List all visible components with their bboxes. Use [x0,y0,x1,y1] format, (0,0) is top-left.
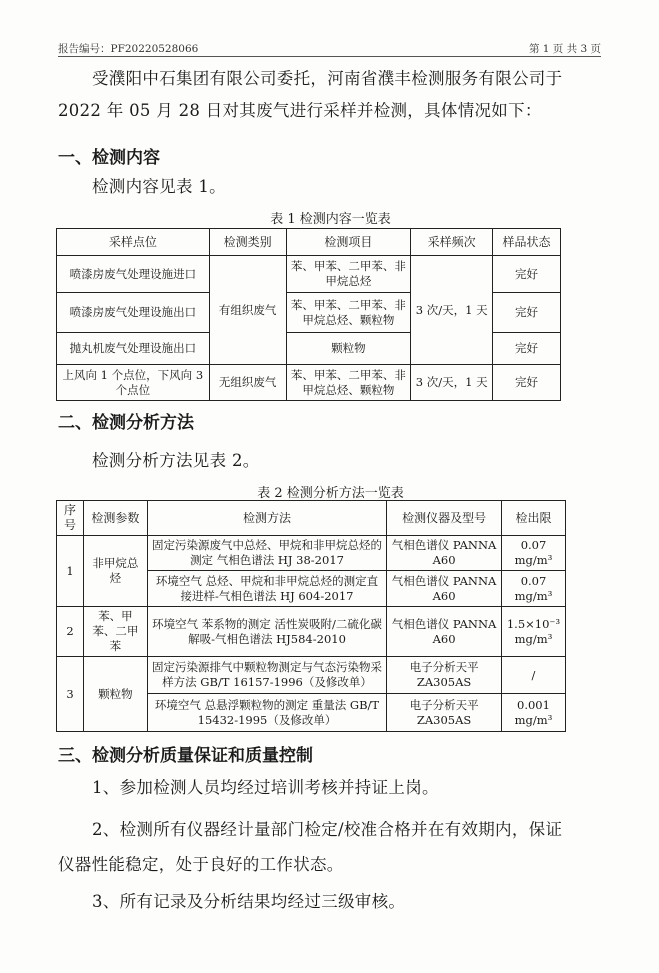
t1-row2-items: 苯、甲苯、二甲苯、非甲烷总烃、颗粒物 [286,293,411,333]
t1-row1-status: 完好 [493,256,561,293]
t2-group1-row1-instrument: 气相色谱仪 PANNA A60 [387,536,502,571]
t2-header-instrument: 检测仪器及型号 [387,501,502,536]
t2-group2-row1-instrument: 气相色谱仪 PANNA A60 [387,607,502,657]
qc-item-1: 1、参加检测人员均经过培训考核并持证上岗。 [92,778,439,797]
t1-row1-items: 苯、甲苯、二甲苯、非甲烷总烃 [286,256,411,293]
intro-line-1: 受濮阳中石集团有限公司委托，河南省濮丰检测服务有限公司于 [92,69,563,88]
t1-row3-items: 颗粒物 [286,333,411,365]
page-indicator: 第 1 页 共 3 页 [528,43,601,55]
table-2-analysis-methods [56,500,566,732]
t2-group1-row1-method: 固定污染源废气中总烃、甲烷和非甲烷总烃的测定 气相色谱法 HJ 38-2017 [147,536,386,571]
section-2-text: 检测分析方法见表 2。 [92,451,260,470]
t2-header-param: 检测参数 [83,501,147,536]
t2-header-limit: 检出限 [501,501,565,536]
t1-row4-items: 苯、甲苯、二甲苯、非甲烷总烃、颗粒物 [286,365,411,401]
t1-row3-point: 抛丸机废气处理设施出口 [57,333,210,365]
t2-group1-row2-limit: 0.07 mg/m³ [501,571,565,607]
t2-group3-row2-limit: 0.001 mg/m³ [501,694,565,732]
qc-item-2-line-2: 仪器性能稳定，处于良好的工作状态。 [58,855,344,874]
t2-group1-row2-instrument: 气相色谱仪 PANNA A60 [387,571,502,607]
t1-row2-point: 喷漆房废气处理设施出口 [57,293,210,333]
t2-group2-param: 苯、甲苯、二甲苯 [83,607,147,657]
t2-group1-param: 非甲烷总烃 [83,536,147,607]
t1-row2-status: 完好 [493,293,561,333]
qc-item-3: 3、所有记录及分析结果均经过三级审核。 [92,892,406,911]
t1-header-point: 采样点位 [57,229,210,256]
t2-group1-row2-method: 环境空气 总烃、甲烷和非甲烷总烃的测定直接进样-气相色谱法 HJ 604-2017 [147,571,386,607]
t1-header-frequency: 采样频次 [411,229,493,256]
report-number: 报告编号：PF20220528066 [58,43,199,55]
t2-header-no: 序号 [57,501,84,536]
t2-group3-no: 3 [57,657,84,732]
table-1-detection-content [56,228,561,401]
t1-frequency-organized: 3 次/天，1 天 [411,256,493,365]
section-1-title: 一、检测内容 [58,148,160,168]
table-2-caption: 表 2 检测分析方法一览表 [257,486,404,501]
section-1-text: 检测内容见表 1。 [92,177,226,196]
page-header [58,41,601,57]
t1-header-category: 检测类别 [209,229,286,256]
t2-group3-row2-method: 环境空气 总悬浮颗粒物的测定 重量法 GB/T 15432-1995（及修改单） [147,694,386,732]
t2-group1-no: 1 [57,536,84,607]
t2-group2-row1-method: 环境空气 苯系物的测定 活性炭吸附/二硫化碳解吸-气相色谱法 HJ584-2010 [147,607,386,657]
t2-group3-param: 颗粒物 [83,657,147,732]
t2-group1-row1-limit: 0.07 mg/m³ [501,536,565,571]
t2-group2-no: 2 [57,607,84,657]
t2-group2-row1-limit: 1.5×10⁻³ mg/m³ [501,607,565,657]
t1-category-organized: 有组织废气 [209,256,286,365]
t1-frequency-unorganized: 3 次/天，1 天 [411,365,493,401]
t2-group3-row1-method: 固定污染源排气中颗粒物测定与气态污染物采样方法 GB/T 16157-1996（及修改单） [147,657,386,694]
section-2-title: 二、检测分析方法 [58,413,194,433]
section-3-title: 三、检测分析质量保证和质量控制 [58,746,313,766]
t1-row4-status: 完好 [493,365,561,401]
qc-item-2-line-1: 2、检测所有仪器经计量部门检定/校准合格并在有效期内，保证 [92,820,563,839]
t1-category-unorganized: 无组织废气 [209,365,286,401]
t1-header-status: 样品状态 [493,229,561,256]
t1-row1-point: 喷漆房废气处理设施进口 [57,256,210,293]
t1-row3-status: 完好 [493,333,561,365]
t2-group3-row2-instrument: 电子分析天平 ZA305AS [387,694,502,732]
t2-group3-row1-limit: / [501,657,565,694]
t1-header-items: 检测项目 [286,229,411,256]
intro-line-2: 2022 年 05 月 28 日对其废气进行采样并检测，具体情况如下： [58,101,542,120]
t2-header-method: 检测方法 [147,501,386,536]
table-1-caption: 表 1 检测内容一览表 [270,212,391,227]
t2-group3-row1-instrument: 电子分析天平 ZA305AS [387,657,502,694]
t1-row4-point: 上风向 1 个点位，下风向 3 个点位 [57,365,210,401]
